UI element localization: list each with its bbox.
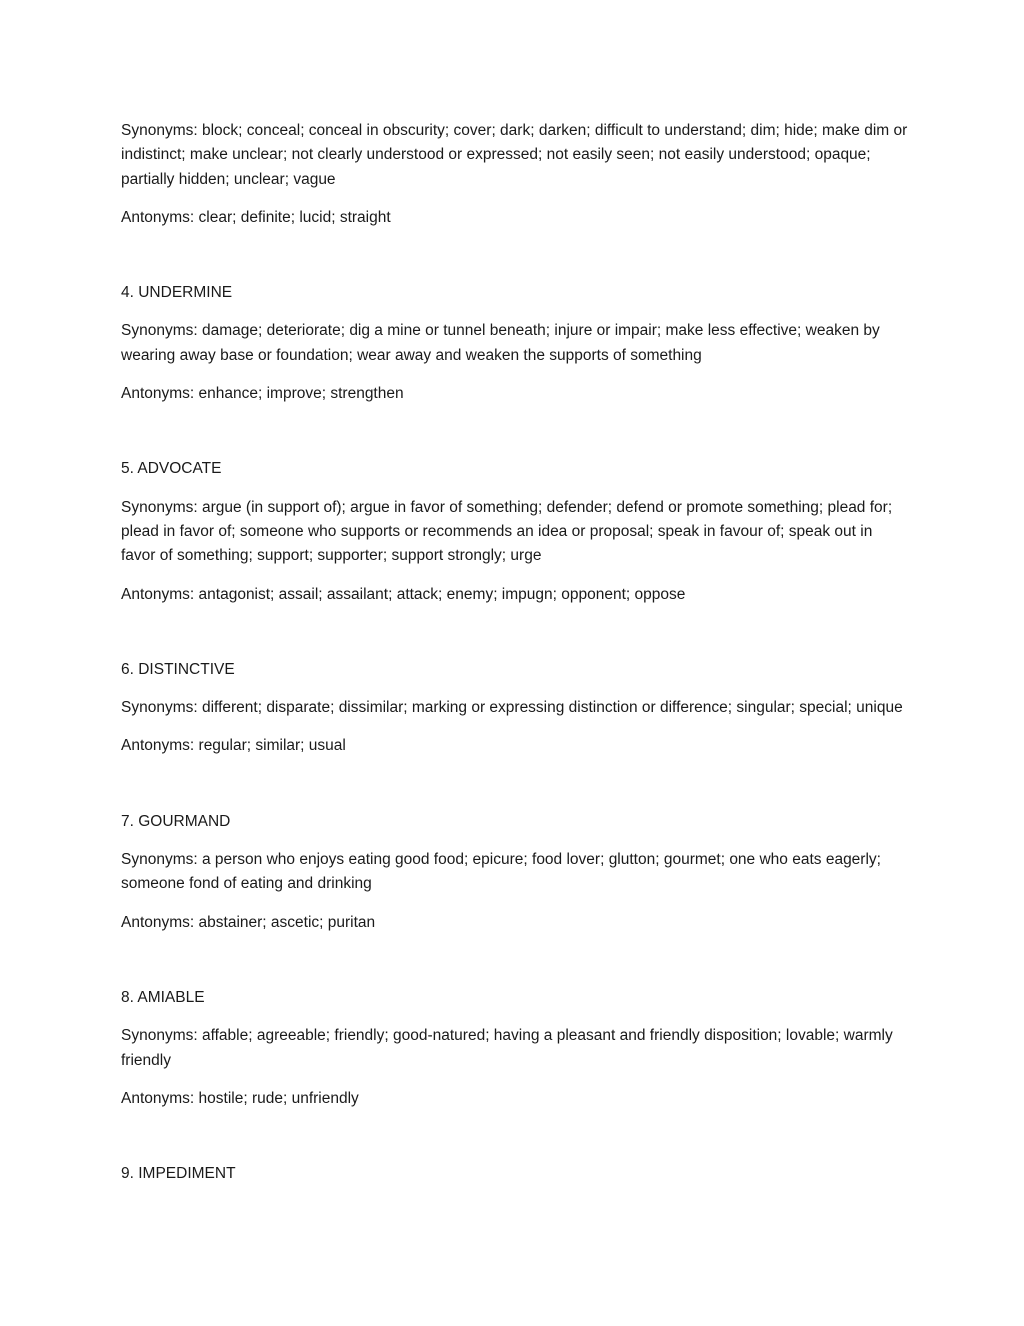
document-page (121, 119, 911, 1186)
antonyms-text: Antonyms: hostile; rude; unfriendly (121, 1089, 359, 1107)
synonyms-text: Synonyms: different; disparate; dissimilar; marking or expressing distinction or difference; singular; special; unique (121, 699, 903, 717)
entry-impediment (121, 1162, 911, 1186)
entry-heading: 6. DISTINCTIVE (121, 660, 235, 678)
entry-gourmand (121, 810, 911, 935)
antonyms-text: Antonyms: regular; similar; usual (121, 737, 346, 755)
entry-obscure-continued (121, 119, 911, 230)
entry-advocate (121, 457, 911, 606)
synonyms-text: Synonyms: argue (in support of); argue in favor of something; defender; defend or promote something; plead for; plead in favor of; someone who supports or recommends an idea or proposal; speak in favour of; speak out in favor of something; support; supporter; support strongly; urge (121, 498, 893, 565)
entry-heading: 5. ADVOCATE (121, 460, 222, 478)
entry-heading: 9. IMPEDIMENT (121, 1165, 236, 1183)
synonyms-text: Synonyms: damage; deteriorate; dig a mine or tunnel beneath; injure or impair; make less effective; weaken by wearing away base or foundation; wear away and weaken the supports of something (121, 322, 880, 364)
entry-undermine (121, 281, 911, 406)
entry-heading: 7. GOURMAND (121, 812, 231, 830)
antonyms-text: Antonyms: clear; definite; lucid; straight (121, 208, 391, 226)
antonyms-text: Antonyms: antagonist; assail; assailant; attack; enemy; impugn; opponent; oppose (121, 585, 686, 603)
entry-amiable (121, 986, 911, 1111)
entry-distinctive (121, 658, 911, 759)
entry-heading: 8. AMIABLE (121, 988, 205, 1006)
synonyms-text: Synonyms: block; conceal; conceal in obscurity; cover; dark; darken; difficult to understand; dim; hide; make dim or indistinct; make unclear; not clearly understood or expressed; not easily seen; not easily understood; opaque; partially hidden; unclear; vague (121, 122, 908, 188)
synonyms-text: Synonyms: a person who enjoys eating good food; epicure; food lover; glutton; gourmet; one who eats eagerly; someone fond of eating and drinking (121, 851, 881, 893)
entry-heading: 4. UNDERMINE (121, 284, 233, 302)
antonyms-text: Antonyms: abstainer; ascetic; puritan (121, 913, 376, 931)
antonyms-text: Antonyms: enhance; improve; strengthen (121, 385, 404, 403)
synonyms-text: Synonyms: affable; agreeable; friendly; good-natured; having a pleasant and friendly disposition; lovable; warmly friendly (121, 1027, 893, 1069)
